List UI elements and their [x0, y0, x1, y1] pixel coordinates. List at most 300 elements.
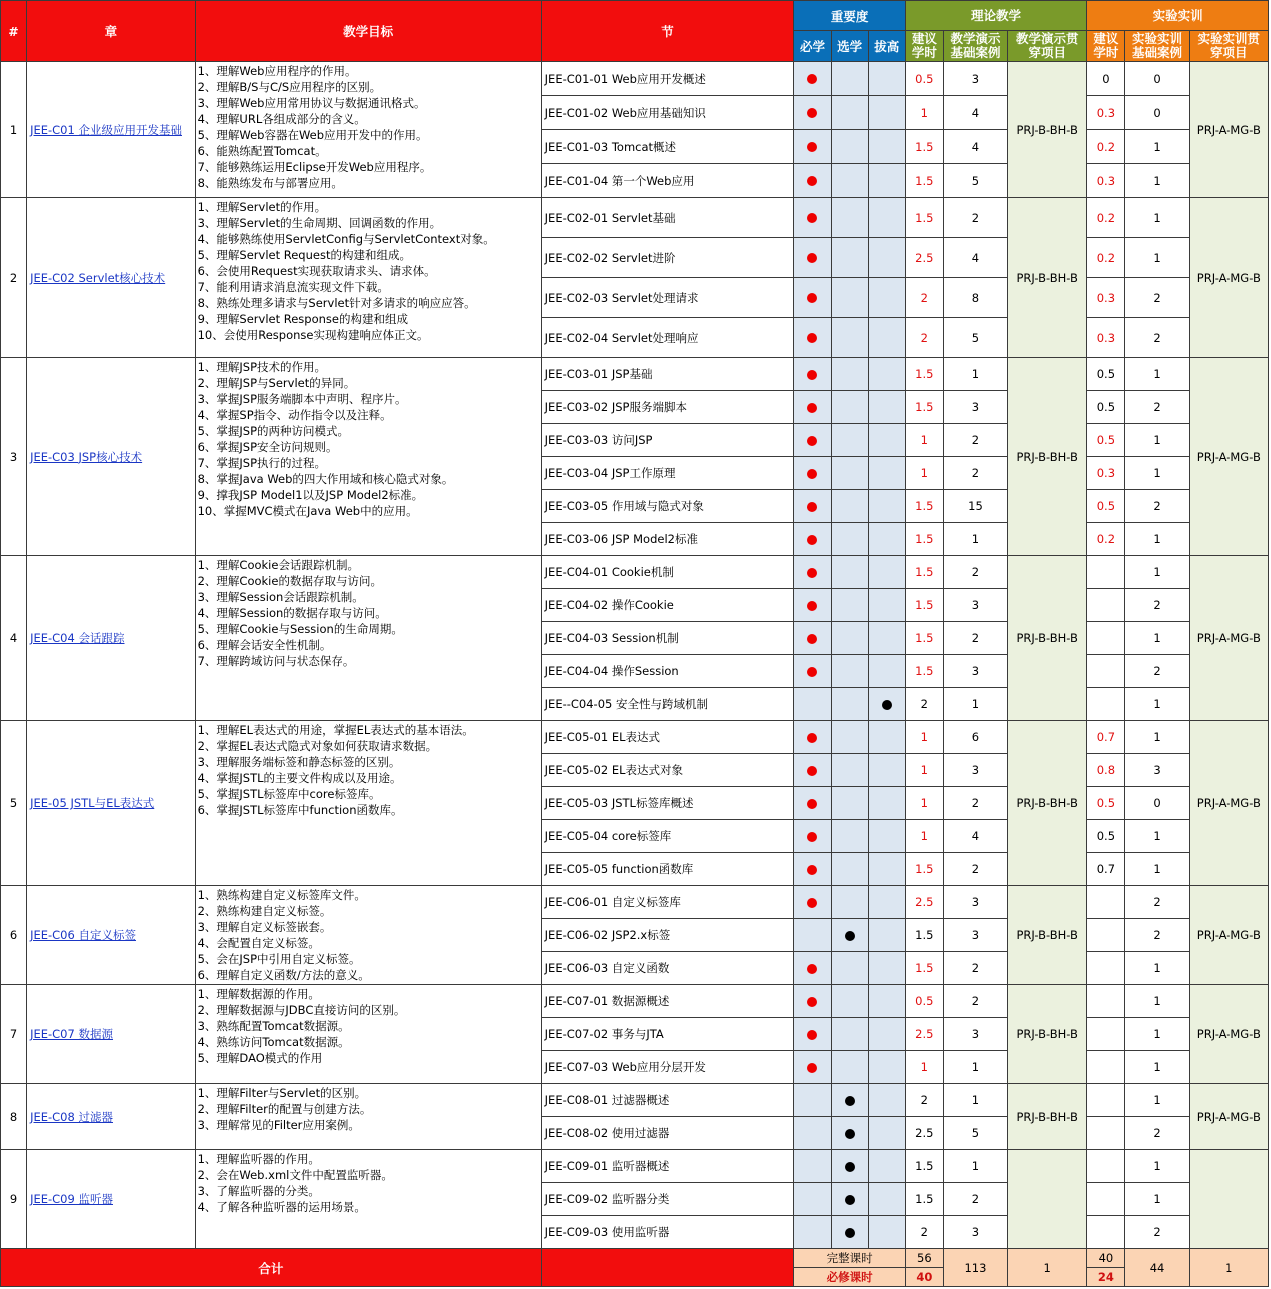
lab-cases: 2 — [1125, 1216, 1189, 1249]
importance-elective — [831, 787, 868, 820]
header-theory-hours: 建议学时 — [905, 31, 943, 62]
red-dot-icon — [807, 997, 817, 1007]
theory-demo-cases: 2 — [943, 622, 1007, 655]
theory-demo-cases: 2 — [943, 853, 1007, 886]
importance-advanced — [868, 96, 905, 130]
red-dot-icon — [807, 601, 817, 611]
importance-elective — [831, 1216, 868, 1249]
chapter-link[interactable]: JEE-C02 Servlet核心技术 — [30, 270, 166, 285]
black-dot-icon — [845, 1162, 855, 1172]
lab-hours — [1087, 985, 1125, 1018]
chapter-cell — [27, 358, 196, 556]
lab-cases: 0 — [1125, 62, 1189, 96]
lab-hours — [1087, 1150, 1125, 1183]
importance-advanced — [868, 754, 905, 787]
red-dot-icon — [807, 370, 817, 380]
importance-required — [794, 1150, 831, 1183]
lab-hours — [1087, 1216, 1125, 1249]
lab-hours — [1087, 1084, 1125, 1117]
section-name: JEE-C05-02 EL表达式对象 — [541, 754, 794, 787]
theory-hours: 2 — [905, 1216, 943, 1249]
theory-demo-cases: 2 — [943, 787, 1007, 820]
lab-hours — [1087, 952, 1125, 985]
section-name: JEE-C03-05 作用域与隐式对象 — [541, 490, 794, 523]
header-chapter: 章 — [27, 1, 196, 62]
chapter-link[interactable]: JEE-C08 过滤器 — [30, 1109, 113, 1124]
goal-item: 7、掌握JSP执行的过程。 — [197, 456, 327, 470]
lab-cases: 2 — [1125, 919, 1189, 952]
lab-cases: 1 — [1125, 424, 1189, 457]
table-row — [1, 985, 1269, 1018]
goal-item: 8、熟练处理多请求与Servlet针对多请求的响应应答。 — [197, 296, 476, 310]
table-row — [1, 1150, 1269, 1183]
importance-elective — [831, 556, 868, 589]
theory-hours: 1 — [905, 754, 943, 787]
chapter-cell — [27, 198, 196, 358]
theory-hours: 1.5 — [905, 655, 943, 688]
section-name: JEE-C04-04 操作Session — [541, 655, 794, 688]
section-name: JEE-C05-05 function函数库 — [541, 853, 794, 886]
importance-elective — [831, 278, 868, 318]
lab-hours: 0.3 — [1087, 318, 1125, 358]
theory-hours: 2 — [905, 278, 943, 318]
theory-demo-cases: 3 — [943, 919, 1007, 952]
lab-cases: 2 — [1125, 1117, 1189, 1150]
lab-hours: 0.3 — [1087, 457, 1125, 490]
importance-advanced — [868, 1117, 905, 1150]
importance-advanced — [868, 589, 905, 622]
section-name: JEE--C04-05 安全性与跨域机制 — [541, 688, 794, 721]
lab-project: PRJ-A-MG-B — [1189, 62, 1268, 198]
theory-demo-cases: 6 — [943, 721, 1007, 754]
importance-advanced — [868, 238, 905, 278]
section-name: JEE-C02-02 Servlet进阶 — [541, 238, 794, 278]
importance-elective — [831, 820, 868, 853]
theory-demo-cases: 3 — [943, 1216, 1007, 1249]
goal-item: 1、理解Servlet的作用。 — [197, 200, 327, 214]
lab-cases: 1 — [1125, 688, 1189, 721]
lab-hours — [1087, 556, 1125, 589]
theory-hours: 2 — [905, 688, 943, 721]
importance-required — [794, 1018, 831, 1051]
theory-hours: 1.5 — [905, 358, 943, 391]
chapter-link[interactable]: JEE-05 JSTL与EL表达式 — [30, 796, 155, 810]
lab-cases: 1 — [1125, 198, 1189, 238]
theory-demo-cases: 5 — [943, 164, 1007, 198]
table-row — [1, 1084, 1269, 1117]
importance-required — [794, 238, 831, 278]
goal-item: 4、掌握SP指令、动作指令以及注释。 — [197, 408, 392, 422]
lab-cases: 1 — [1125, 164, 1189, 198]
importance-elective — [831, 130, 868, 164]
goal-item: 8、掌握Java Web的四大作用域和核心隐式对象。 — [197, 472, 454, 486]
importance-required — [794, 721, 831, 754]
header-theory-demo: 教学演示基础案例 — [943, 31, 1007, 62]
goal-item: 5、会在JSP中引用自定义标签。 — [197, 952, 361, 966]
importance-required — [794, 622, 831, 655]
theory-demo-cases: 8 — [943, 278, 1007, 318]
red-dot-icon — [807, 634, 817, 644]
chapter-number: 1 — [1, 62, 27, 198]
table-body — [1, 62, 1269, 1249]
total-lab-project: 1 — [1189, 1249, 1268, 1287]
chapter-number: 6 — [1, 886, 27, 985]
goal-item: 3、理解常见的Filter应用案例。 — [197, 1118, 360, 1132]
section-name: JEE-C03-06 JSP Model2标准 — [541, 523, 794, 556]
section-name: JEE-C03-02 JSP服务端脚本 — [541, 391, 794, 424]
theory-hours: 1 — [905, 424, 943, 457]
importance-elective — [831, 318, 868, 358]
goal-item: 5、掌握JSP的两种访问模式。 — [197, 424, 350, 438]
goal-item: 3、理解服务端标签和静态标签的区别。 — [197, 755, 401, 769]
importance-required — [794, 358, 831, 391]
importance-required — [794, 278, 831, 318]
chapter-goals — [195, 721, 541, 886]
goal-item: 1、理解Web应用程序的作用。 — [197, 64, 357, 78]
importance-required — [794, 62, 831, 96]
importance-required — [794, 1084, 831, 1117]
goal-item: 2、理解JSP与Servlet的异同。 — [197, 376, 356, 390]
lab-cases: 2 — [1125, 655, 1189, 688]
goal-item: 2、理解数据源与JDBC直接访问的区别。 — [197, 1003, 406, 1017]
black-dot-icon — [845, 1129, 855, 1139]
theory-hours: 2.5 — [905, 1117, 943, 1150]
importance-elective — [831, 490, 868, 523]
goal-item: 5、掌握JSTL标签库中core标签库。 — [197, 787, 381, 801]
importance-elective — [831, 886, 868, 919]
total-theory-required: 40 — [905, 1268, 943, 1287]
lab-cases: 0 — [1125, 96, 1189, 130]
importance-elective — [831, 985, 868, 1018]
theory-project: PRJ-B-BH-B — [1008, 1084, 1087, 1150]
chapter-link[interactable]: JEE-C06 自定义标签 — [30, 928, 136, 942]
goal-item: 5、理解Cookie与Session的生命周期。 — [197, 622, 403, 636]
header-importance: 重要度 — [794, 1, 905, 31]
red-dot-icon — [807, 865, 817, 875]
red-dot-icon — [807, 142, 817, 152]
table-row — [1, 886, 1269, 919]
lab-cases: 1 — [1125, 622, 1189, 655]
red-dot-icon — [807, 469, 817, 479]
importance-elective — [831, 1051, 868, 1084]
theory-demo-cases: 3 — [943, 391, 1007, 424]
importance-required — [794, 556, 831, 589]
black-dot-icon — [845, 1195, 855, 1205]
importance-elective — [831, 198, 868, 238]
goal-item: 7、理解跨域访问与状态保存。 — [197, 654, 355, 668]
importance-advanced — [868, 130, 905, 164]
goal-item: 3、理解自定义标签嵌套。 — [197, 920, 332, 934]
theory-project: PRJ-B-BH-B — [1008, 198, 1087, 358]
header-imp-required: 必学 — [794, 31, 831, 62]
theory-hours: 1.5 — [905, 523, 943, 556]
importance-elective — [831, 1084, 868, 1117]
section-name: JEE-C06-01 自定义标签库 — [541, 886, 794, 919]
theory-demo-cases: 3 — [943, 1018, 1007, 1051]
importance-advanced — [868, 391, 905, 424]
chapter-link[interactable]: JEE-C04 会话跟踪 — [30, 631, 125, 645]
theory-demo-cases: 3 — [943, 754, 1007, 787]
theory-hours: 1 — [905, 1051, 943, 1084]
total-theory-full: 56 — [905, 1249, 943, 1268]
goal-item: 10、掌握MVC模式在Java Web中的应用。 — [197, 504, 418, 518]
theory-demo-cases: 2 — [943, 556, 1007, 589]
theory-hours: 1 — [905, 457, 943, 490]
total-lab-cases: 44 — [1125, 1249, 1189, 1287]
theory-hours: 1.5 — [905, 490, 943, 523]
chapter-goals — [195, 985, 541, 1084]
lab-hours: 0.7 — [1087, 853, 1125, 886]
importance-required — [794, 688, 831, 721]
importance-advanced — [868, 523, 905, 556]
section-name: JEE-C03-01 JSP基础 — [541, 358, 794, 391]
chapter-goals — [195, 62, 541, 198]
lab-hours — [1087, 919, 1125, 952]
importance-advanced — [868, 198, 905, 238]
chapter-cell — [27, 1084, 196, 1150]
goal-item: 1、理解JSP技术的作用。 — [197, 360, 327, 374]
header-section: 节 — [541, 1, 794, 62]
chapter-goals — [195, 358, 541, 556]
lab-hours — [1087, 655, 1125, 688]
theory-hours: 1.5 — [905, 589, 943, 622]
importance-elective — [831, 96, 868, 130]
goal-item: 4、掌握JSTL的主要文件构成以及用途。 — [197, 771, 402, 785]
theory-hours: 2.5 — [905, 886, 943, 919]
goal-item: 9、撑我JSP Model1以及JSP Model2标准。 — [197, 488, 424, 502]
importance-elective — [831, 1117, 868, 1150]
goal-item: 1、理解数据源的作用。 — [197, 987, 320, 1001]
theory-demo-cases: 2 — [943, 424, 1007, 457]
importance-required — [794, 318, 831, 358]
lab-hours: 0 — [1087, 62, 1125, 96]
red-dot-icon — [807, 1030, 817, 1040]
theory-demo-cases: 2 — [943, 198, 1007, 238]
chapter-link[interactable]: JEE-C07 数据源 — [30, 1027, 113, 1041]
importance-required — [794, 198, 831, 238]
chapter-number: 3 — [1, 358, 27, 556]
theory-hours: 1.5 — [905, 198, 943, 238]
lab-cases: 0 — [1125, 787, 1189, 820]
theory-hours: 1.5 — [905, 130, 943, 164]
table-row — [1, 358, 1269, 391]
header-lab: 实验实训 — [1087, 1, 1269, 31]
theory-project: PRJ-B-BH-B — [1008, 985, 1087, 1084]
goal-item: 2、理解Cookie的数据存取与访问。 — [197, 574, 382, 588]
importance-advanced — [868, 1018, 905, 1051]
importance-required — [794, 164, 831, 198]
lab-hours: 0.3 — [1087, 96, 1125, 130]
chapter-number: 4 — [1, 556, 27, 721]
theory-hours: 2 — [905, 318, 943, 358]
theory-project — [1008, 1150, 1087, 1249]
importance-required — [794, 1183, 831, 1216]
theory-demo-cases: 1 — [943, 1150, 1007, 1183]
theory-hours: 0.5 — [905, 985, 943, 1018]
theory-project: PRJ-B-BH-B — [1008, 886, 1087, 985]
black-dot-icon — [882, 700, 892, 710]
importance-required — [794, 754, 831, 787]
chapter-cell — [27, 886, 196, 985]
importance-required — [794, 655, 831, 688]
header-imp-elective: 选学 — [831, 31, 868, 62]
goal-item: 6、能熟练配置Tomcat。 — [197, 144, 327, 158]
lab-hours: 0.3 — [1087, 278, 1125, 318]
red-dot-icon — [807, 502, 817, 512]
theory-demo-cases: 2 — [943, 985, 1007, 1018]
section-name: JEE-C07-03 Web应用分层开发 — [541, 1051, 794, 1084]
black-dot-icon — [845, 1228, 855, 1238]
section-name: JEE-C08-02 使用过滤器 — [541, 1117, 794, 1150]
lab-cases: 1 — [1125, 952, 1189, 985]
chapter-number: 7 — [1, 985, 27, 1084]
total-lab-full: 40 — [1087, 1249, 1125, 1268]
importance-advanced — [868, 919, 905, 952]
lab-hours: 0.7 — [1087, 721, 1125, 754]
lab-project: PRJ-A-MG-B — [1189, 721, 1268, 886]
chapter-link[interactable]: JEE-C01 企业级应用开发基础 — [30, 122, 182, 137]
section-name: JEE-C06-02 JSP2.x标签 — [541, 919, 794, 952]
lab-cases: 1 — [1125, 130, 1189, 164]
total-full-label: 完整课时 — [794, 1249, 905, 1268]
lab-cases: 1 — [1125, 1051, 1189, 1084]
goal-item: 6、理解会话安全性机制。 — [197, 638, 332, 652]
goal-item: 3、理解Web应用常用协议与数据通讯格式。 — [197, 96, 426, 110]
lab-project: PRJ-A-MG-B — [1189, 1084, 1268, 1150]
goal-item: 5、理解DAO模式的作用 — [197, 1051, 323, 1065]
importance-required — [794, 919, 831, 952]
importance-advanced — [868, 952, 905, 985]
importance-required — [794, 1216, 831, 1249]
header-theory-project: 教学演示贯穿项目 — [1008, 31, 1087, 62]
chapter-cell — [27, 1150, 196, 1249]
black-dot-icon — [845, 1096, 855, 1106]
importance-elective — [831, 358, 868, 391]
goal-item: 4、了解各种监听器的运用场景。 — [197, 1200, 366, 1214]
theory-project: PRJ-B-BH-B — [1008, 62, 1087, 198]
lab-cases: 1 — [1125, 457, 1189, 490]
importance-required — [794, 96, 831, 130]
section-name: JEE-C05-01 EL表达式 — [541, 721, 794, 754]
section-name: JEE-C01-03 Tomcat概述 — [541, 130, 794, 164]
total-blank — [541, 1249, 794, 1287]
chapter-number: 8 — [1, 1084, 27, 1150]
lab-hours: 0.5 — [1087, 787, 1125, 820]
importance-advanced — [868, 622, 905, 655]
importance-elective — [831, 589, 868, 622]
theory-demo-cases: 1 — [943, 1051, 1007, 1084]
theory-demo-cases: 1 — [943, 523, 1007, 556]
lab-hours — [1087, 589, 1125, 622]
red-dot-icon — [807, 436, 817, 446]
red-dot-icon — [807, 403, 817, 413]
red-dot-icon — [807, 293, 817, 303]
importance-elective — [831, 1018, 868, 1051]
red-dot-icon — [807, 766, 817, 776]
chapter-goals — [195, 198, 541, 358]
red-dot-icon — [807, 333, 817, 343]
importance-advanced — [868, 787, 905, 820]
section-name: JEE-C04-03 Session机制 — [541, 622, 794, 655]
theory-hours: 1 — [905, 820, 943, 853]
theory-demo-cases: 3 — [943, 62, 1007, 96]
lab-cases: 1 — [1125, 1018, 1189, 1051]
importance-required — [794, 490, 831, 523]
importance-advanced — [868, 358, 905, 391]
theory-project: PRJ-B-BH-B — [1008, 358, 1087, 556]
section-name: JEE-C04-01 Cookie机制 — [541, 556, 794, 589]
header-lab-project: 实验实训贯穿项目 — [1189, 31, 1268, 62]
goal-item: 10、会使用Response实现构建响应体正文。 — [197, 328, 429, 342]
chapter-number: 5 — [1, 721, 27, 886]
importance-advanced — [868, 1183, 905, 1216]
header-lab-hours: 建议学时 — [1087, 31, 1125, 62]
total-theory-project: 1 — [1008, 1249, 1087, 1287]
importance-advanced — [868, 1084, 905, 1117]
goal-item: 8、能熟练发布与部署应用。 — [197, 176, 343, 190]
lab-hours: 0.2 — [1087, 523, 1125, 556]
section-name: JEE-C09-03 使用监听器 — [541, 1216, 794, 1249]
importance-required — [794, 787, 831, 820]
red-dot-icon — [807, 213, 817, 223]
importance-advanced — [868, 1051, 905, 1084]
total-theory-demo: 113 — [943, 1249, 1007, 1287]
importance-required — [794, 589, 831, 622]
header-num: # — [1, 1, 27, 62]
importance-elective — [831, 853, 868, 886]
lab-hours — [1087, 886, 1125, 919]
lab-hours: 0.3 — [1087, 164, 1125, 198]
importance-required — [794, 1117, 831, 1150]
theory-hours: 1.5 — [905, 391, 943, 424]
goal-item: 2、理解Filter的配置与创建方法。 — [197, 1102, 372, 1116]
red-dot-icon — [807, 108, 817, 118]
goal-item: 7、能够熟练运用Eclipse开发Web应用程序。 — [197, 160, 432, 174]
theory-demo-cases: 4 — [943, 238, 1007, 278]
lab-cases: 1 — [1125, 1084, 1189, 1117]
importance-required — [794, 457, 831, 490]
lab-hours — [1087, 1183, 1125, 1216]
theory-demo-cases: 3 — [943, 589, 1007, 622]
goal-item: 6、掌握JSTL标签库中function函数库。 — [197, 803, 403, 817]
goal-item: 2、理解B/S与C/S应用程序的区别。 — [197, 80, 382, 94]
section-name: JEE-C01-02 Web应用基础知识 — [541, 96, 794, 130]
importance-elective — [831, 523, 868, 556]
red-dot-icon — [807, 253, 817, 263]
chapter-cell — [27, 721, 196, 886]
goal-item: 6、会使用Request实现获取请求头、请求体。 — [197, 264, 436, 278]
chapter-link[interactable]: JEE-C09 监听器 — [30, 1192, 113, 1206]
chapter-link[interactable]: JEE-C03 JSP核心技术 — [30, 449, 143, 464]
lab-cases: 1 — [1125, 820, 1189, 853]
theory-demo-cases: 2 — [943, 952, 1007, 985]
theory-hours: 1 — [905, 721, 943, 754]
importance-advanced — [868, 985, 905, 1018]
goal-item: 3、理解Session会话跟踪机制。 — [197, 590, 364, 604]
section-name: JEE-C07-02 事务与JTA — [541, 1018, 794, 1051]
chapter-cell — [27, 62, 196, 198]
goal-item: 2、掌握EL表达式隐式对象如何获取请求数据。 — [197, 739, 438, 753]
importance-required — [794, 523, 831, 556]
importance-elective — [831, 1150, 868, 1183]
importance-elective — [831, 622, 868, 655]
black-dot-icon — [845, 931, 855, 941]
lab-hours: 0.2 — [1087, 130, 1125, 164]
importance-advanced — [868, 490, 905, 523]
goal-item: 5、理解Web容器在Web应用开发中的作用。 — [197, 128, 428, 142]
importance-advanced — [868, 886, 905, 919]
importance-elective — [831, 754, 868, 787]
